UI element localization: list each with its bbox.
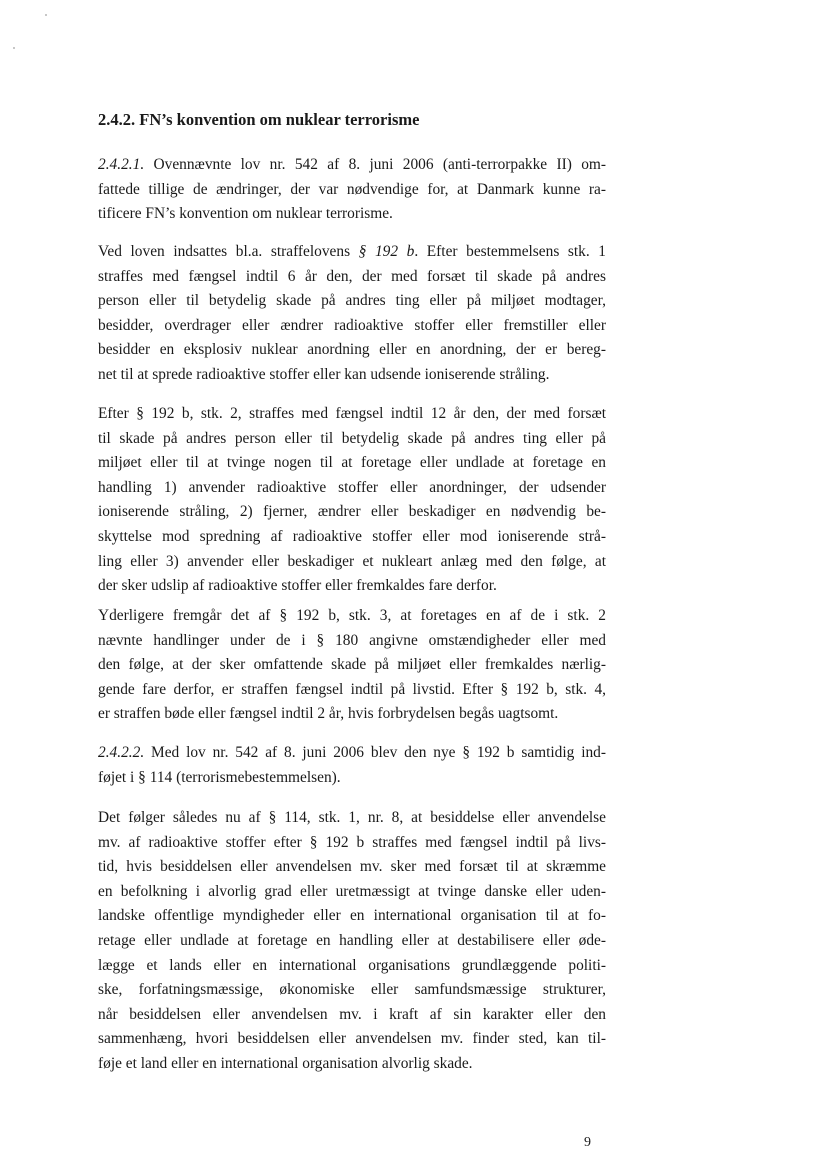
text-line bbox=[98, 476, 606, 501]
text-line bbox=[98, 550, 606, 575]
text-run: besidder en eksplosiv nuklear anordning eller en anordning, der er bereg- bbox=[98, 341, 606, 359]
text-line bbox=[98, 954, 606, 979]
text-line bbox=[98, 402, 606, 427]
text-run: ioniserende stråling, 2) fjerner, ændrer eller beskadiger en nødvendig be- bbox=[98, 503, 606, 521]
text-run: gende fare derfor, er straffen fængsel indtil på livstid. Efter § 192 b, stk. 4, bbox=[98, 680, 606, 698]
text-run: ske, forfatningsmæssige, økonomiske eller samfundsmæssige strukturer, bbox=[98, 981, 606, 999]
scan-speck bbox=[45, 14, 47, 16]
text-run: nævnte handlinger under de i § 180 angivne omstændigheder eller med bbox=[98, 631, 606, 649]
paragraph bbox=[98, 153, 606, 227]
text-run: Det følger således nu af § 114, stk. 1, nr. 8, at besiddelse eller anvendelse bbox=[98, 809, 606, 826]
text-line bbox=[98, 855, 606, 880]
text-run: Ovennævnte lov nr. 542 af 8. juni 2006 (anti-terrorpakke II) om- bbox=[144, 156, 606, 173]
text-run: landske offentlige myndigheder eller en international organisation til at fo- bbox=[98, 907, 606, 925]
text-line bbox=[98, 202, 606, 227]
text-line bbox=[98, 831, 606, 856]
italic-text: 2.4.2.2. bbox=[98, 744, 145, 761]
text-line bbox=[98, 904, 606, 929]
text-line bbox=[98, 289, 606, 314]
text-run: der sker udslip af radioaktive stoffer eller fremkaldes fare derfor. bbox=[98, 577, 497, 595]
text-run: retage eller undlade at foretage en handling eller at destabilisere eller øde- bbox=[98, 931, 606, 949]
text-run: lægge et lands eller en international organisations grundlæggende politi- bbox=[98, 956, 606, 974]
text-run: net til at sprede radioaktive stoffer eller kan udsende ioniserende stråling. bbox=[98, 365, 550, 383]
text-run: person eller til betydelig skade på andres ting eller på miljøet modtager, bbox=[98, 292, 606, 310]
text-run: tificere FN’s konvention om nuklear terrorisme. bbox=[98, 205, 393, 223]
text-line bbox=[98, 574, 606, 599]
text-run: Efter § 192 b, stk. 2, straffes med fængsel indtil 12 år den, der med forsæt bbox=[98, 405, 606, 422]
text-line bbox=[98, 153, 606, 178]
text-line bbox=[98, 629, 606, 654]
text-line bbox=[98, 702, 606, 727]
scan-speck bbox=[13, 47, 15, 49]
text-run: Med lov nr. 542 af 8. juni 2006 blev den nye § 192 b samtidig ind- bbox=[144, 744, 606, 761]
text-run: straffes med fængsel indtil 6 år den, der med forsæt til skade på andres bbox=[98, 267, 606, 285]
text-line bbox=[98, 741, 606, 766]
text-line bbox=[98, 929, 606, 954]
text-run: føje et land eller en international organisation alvorlig skade. bbox=[98, 1054, 473, 1072]
paragraph bbox=[98, 806, 606, 1077]
text-run: føjet i § 114 (terrorismebestemmelsen). bbox=[98, 768, 341, 786]
text-run: sammenhæng, hvori besiddelsen eller anvendelsen mv. finder sted, kan til- bbox=[98, 1030, 606, 1048]
text-run: når besiddelsen eller anvendelsen mv. i kraft af sin karakter eller den bbox=[98, 1005, 606, 1023]
text-line bbox=[98, 678, 606, 703]
text-run: er straffen bøde eller fængsel indtil 2 år, hvis forbrydelsen begås uagtsomt. bbox=[98, 705, 559, 723]
text-line bbox=[98, 178, 606, 203]
text-run: . Efter bestemmelsens stk. 1 bbox=[414, 243, 607, 260]
text-line bbox=[98, 880, 606, 905]
text-line bbox=[98, 653, 606, 678]
text-run: Ved loven indsattes bl.a. straffelovens bbox=[98, 243, 359, 260]
text-line bbox=[98, 363, 606, 388]
text-run: besidder, overdrager eller ændrer radioaktive stoffer eller fremstiller eller bbox=[98, 316, 606, 334]
text-line bbox=[98, 525, 606, 550]
text-run: mv. af radioaktive stoffer efter § 192 b straffes med fængsel indtil på livs- bbox=[98, 833, 606, 851]
text-line bbox=[98, 427, 606, 452]
text-run: miljøet eller til at tvinge nogen til at foretage eller undlade at foretage en bbox=[98, 454, 606, 472]
text-run: fattede tillige de ændringer, der var nødvendige for, at Danmark kunne ra- bbox=[98, 180, 606, 198]
text-run: Yderligere fremgår det af § 192 b, stk. 3, at foretages en af de i stk. 2 bbox=[98, 607, 606, 624]
text-line bbox=[98, 1052, 606, 1077]
text-run: ling eller 3) anvender eller beskadiger et nukleart anlæg med den følge, at bbox=[98, 552, 606, 570]
text-line bbox=[98, 314, 606, 339]
text-line bbox=[98, 978, 606, 1003]
section-heading: 2.4.2. FN’s konvention om nuklear terrorisme bbox=[98, 110, 420, 129]
text-run: skyttelse mod spredning af radioaktive stoffer eller mod ioniserende strå- bbox=[98, 527, 606, 545]
text-run: handling 1) anvender radioaktive stoffer eller anordninger, der udsender bbox=[98, 478, 606, 496]
paragraph bbox=[98, 741, 606, 790]
text-line bbox=[98, 1027, 606, 1052]
text-line bbox=[98, 766, 606, 791]
paragraph bbox=[98, 402, 606, 599]
text-line bbox=[98, 806, 606, 831]
italic-text: § 192 b bbox=[358, 243, 415, 260]
text-run: en befolkning i alvorlig grad eller uretmæssigt at tvinge danske eller uden- bbox=[98, 882, 606, 900]
text-line bbox=[98, 265, 606, 290]
text-line bbox=[98, 451, 606, 476]
text-line bbox=[98, 500, 606, 525]
text-run: til skade på andres person eller til betydelig skade på andres ting eller på bbox=[98, 429, 606, 447]
paragraph bbox=[98, 604, 606, 727]
text-line bbox=[98, 338, 606, 363]
text-run: tid, hvis besiddelsen eller anvendelsen mv. sker med forsæt til at skræmme bbox=[98, 858, 606, 876]
text-line bbox=[98, 604, 606, 629]
italic-text: 2.4.2.1. bbox=[98, 156, 145, 173]
text-line bbox=[98, 1003, 606, 1028]
paragraph bbox=[98, 240, 606, 388]
text-run: den følge, at der sker omfattende skade på miljøet eller fremkaldes nærlig- bbox=[98, 656, 606, 674]
text-line bbox=[98, 240, 606, 265]
page-number: 9 bbox=[584, 1135, 591, 1150]
